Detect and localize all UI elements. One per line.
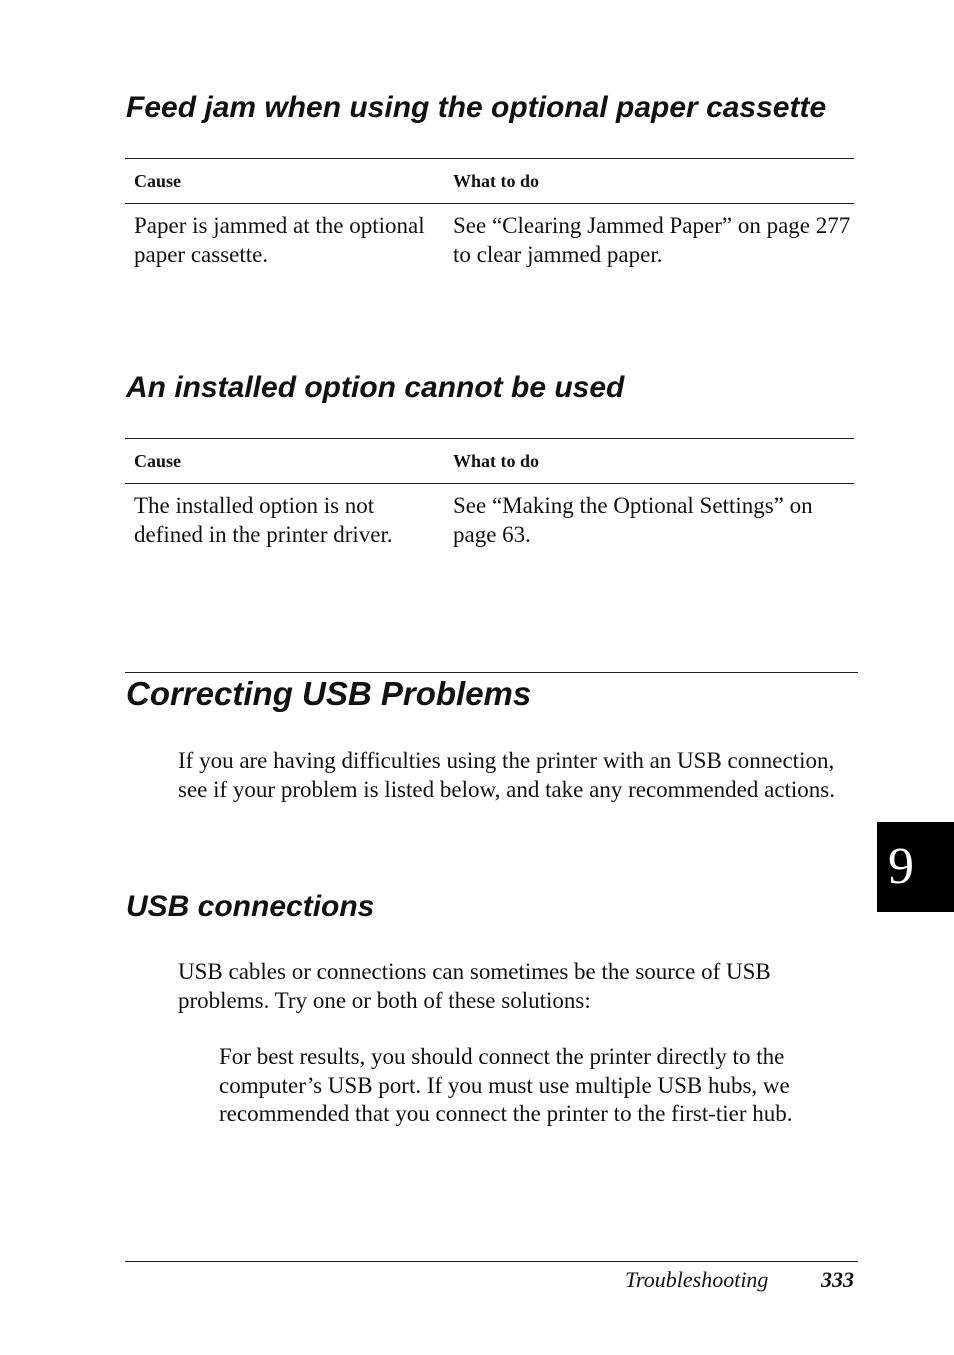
- cell-action: See “Clearing Jammed Paper” on page 277 to clear jammed paper.: [453, 213, 851, 267]
- cell-cause: Paper is jammed at the optional paper cassette.: [134, 213, 425, 267]
- table-header: [125, 158, 854, 204]
- cell-cause: The installed option is not defined in the printer driver.: [134, 493, 393, 547]
- chapter-tab: [877, 822, 954, 912]
- installed-option-table: [125, 438, 854, 574]
- section-heading-usb-connections: USB connections: [126, 890, 375, 923]
- cell-action: See “Making the Optional Settings” on page 63.: [453, 493, 813, 547]
- header-what-to-do: What to do: [453, 451, 540, 471]
- section-heading-installed-option: An installed option cannot be used: [126, 371, 625, 404]
- usb-connections-paragraph: USB cables or connections can sometimes be the source of USB problems. Try one or both of these solutions:: [178, 959, 771, 1013]
- section-heading-feed-jam: Feed jam when using the optional paper cassette: [126, 91, 827, 124]
- footer-rule: [125, 1261, 858, 1262]
- feed-jam-table: [125, 158, 854, 294]
- footer-page-number: 333: [821, 1267, 854, 1292]
- header-what-to-do: What to do: [453, 171, 540, 191]
- section-heading-usb-problems: Correcting USB Problems: [126, 675, 532, 712]
- table-row: [125, 484, 854, 574]
- usb-solution-paragraph: For best results, you should connect the printer directly to the computer’s USB port. If you must use multiple USB hubs, we recommended that you connect the printer to the first-tier hub.: [219, 1044, 793, 1126]
- chapter-number: 9: [888, 838, 914, 895]
- footer-section-name: Troubleshooting: [625, 1267, 769, 1292]
- header-cause: Cause: [134, 451, 182, 471]
- section-divider: [125, 672, 858, 673]
- table-row: [125, 204, 854, 294]
- usb-intro-paragraph: If you are having difficulties using the printer with an USB connection, see if your problem is listed below, and take any recommended actions.: [178, 748, 836, 802]
- header-cause: Cause: [134, 171, 182, 191]
- table-header: [125, 438, 854, 484]
